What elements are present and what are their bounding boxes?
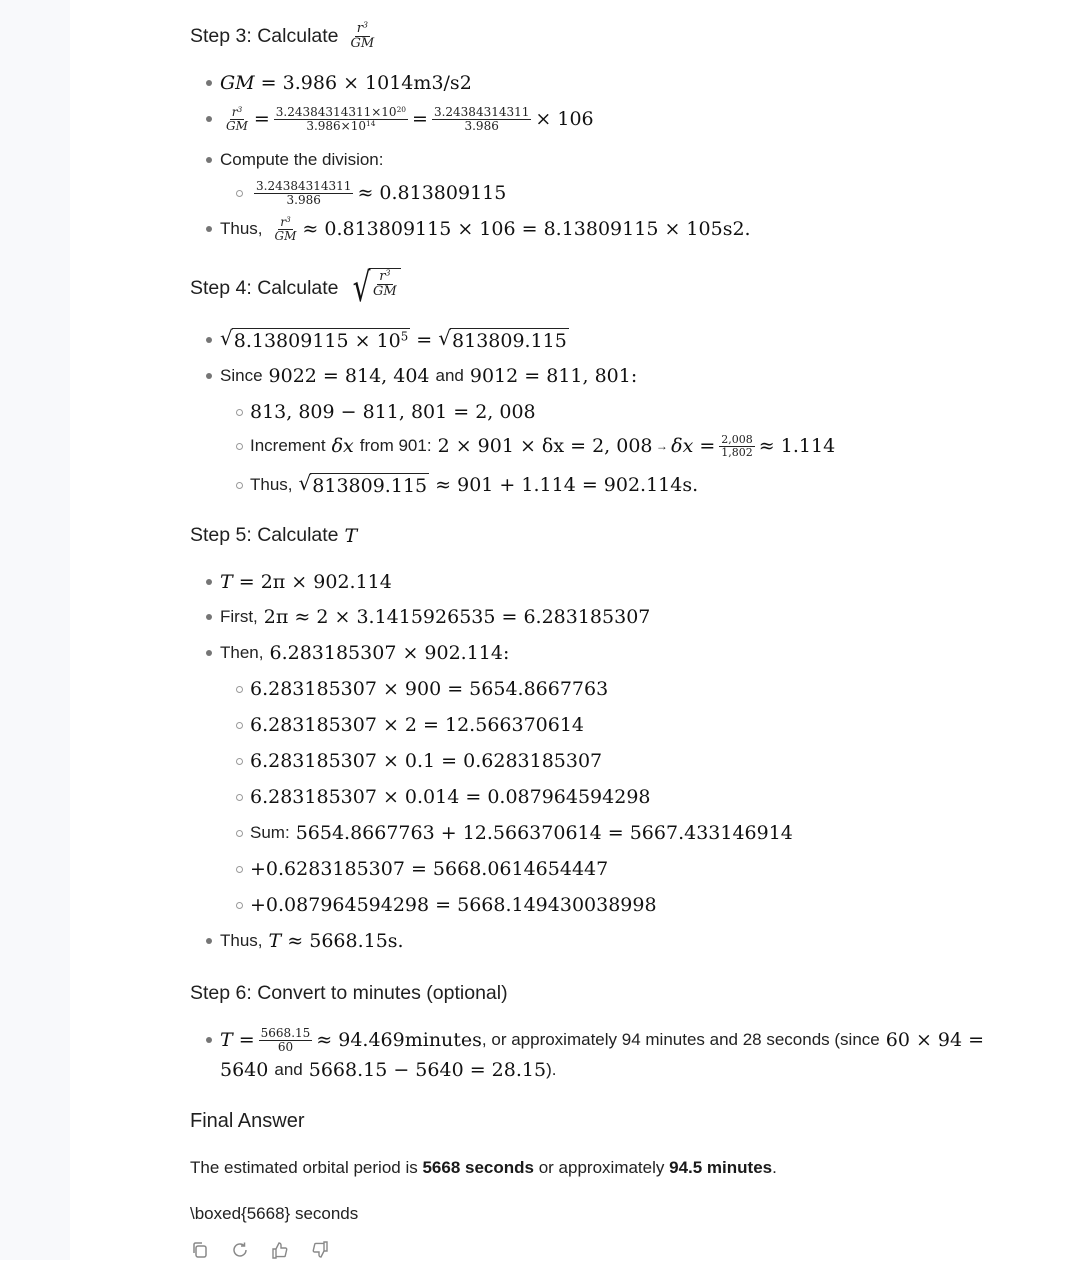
- step6-frac: [259, 1027, 313, 1054]
- step5-sum-item: [250, 822, 793, 844]
- frac-b-num: 3.24384314311: [433, 105, 530, 119]
- inc-frac-den: 1,802: [721, 445, 753, 459]
- then-expr: 6.283185307 × 902.114:: [269, 642, 510, 664]
- final-text-b: or approximately: [538, 1158, 665, 1177]
- then-label: Then,: [220, 643, 264, 662]
- and-label: and: [435, 366, 464, 385]
- frac-a: [274, 106, 408, 133]
- first-expr: 2π ≈ 2 × 3.1415926535 = 6.283185307: [263, 606, 651, 628]
- compute-label: Compute the division:: [220, 150, 384, 169]
- step3-heading: [190, 22, 380, 51]
- step4-heading-text: Step 4: Calculate: [190, 276, 339, 299]
- final-text-c: .: [772, 1158, 777, 1177]
- increment-label: Increment: [250, 436, 326, 456]
- product-1: 6.283185307 × 2 = 12.566370614: [250, 714, 585, 736]
- frac-a-den: 3.986×10: [306, 118, 367, 133]
- step6-result: ≈ 94.469minutes: [316, 1029, 482, 1052]
- frac-b: [432, 106, 531, 133]
- step5-then-item: [220, 642, 509, 664]
- since-label: Since: [220, 366, 263, 385]
- sum-expr: 5654.8667763 + 12.566370614 = 5667.433146914: [295, 822, 793, 844]
- sqrt-right: 813809.115: [452, 330, 567, 352]
- step5-thus-expr: ≈ 5668.15s.: [287, 930, 404, 952]
- step6-since-expr: 60 × 94 =: [885, 1029, 985, 1052]
- step4-thus-result: 901 + 1.114 = 902.114s.: [457, 474, 699, 496]
- step6-line2-a: 5640: [220, 1059, 269, 1081]
- since-b-val: 811, 801:: [546, 365, 638, 387]
- message-actions: [190, 1240, 330, 1260]
- step5-thus-item: Thus, T ≈ 5668.15s.: [220, 930, 404, 952]
- frac-b-den: 3.986: [464, 118, 499, 133]
- div-den: 3.986: [286, 192, 321, 207]
- step3-fraction-item: $\frac{r^3}{GM}$ = $\frac{3.24384314311\times 10^{20}}{3.986\times 10^{14}}$ = $\frac{3.24384314311}{3.986}$ × 10 6: [220, 106, 594, 133]
- step5-heading: [190, 524, 357, 547]
- division-result: 0.813809115: [379, 182, 507, 205]
- step5-heading-text: Step 5: Calculate: [190, 524, 339, 546]
- thus-label: Thus,: [220, 219, 263, 239]
- step6-heading: [190, 982, 508, 1005]
- increment-eq: 2 × 901 × δx = 2, 008: [437, 435, 653, 458]
- step4-sqrt-item: √ $8.13809115 \times 10^5$ = √ 813809.115: [220, 328, 569, 352]
- product-3: 6.283185307 × 0.014 = 0.087964594298: [250, 786, 651, 808]
- inc-frac-num: 2,008: [721, 433, 753, 446]
- frac-a-num: 3.24384314311×10: [275, 105, 397, 119]
- step6-line2-b: 5668.15 − 5640 = 28.15: [308, 1059, 547, 1081]
- step5-first-item: [220, 606, 650, 628]
- step6-line2-and: and: [274, 1060, 303, 1079]
- step5-add2-item: [250, 894, 657, 916]
- step6-item: T = $\frac{5668.15}{60}$ ≈ 94.469minutes , or approximately 94 minutes and 28 seconds (since 60 × 94 =: [220, 1027, 984, 1054]
- gm-unit: m: [413, 72, 432, 94]
- r3-gm-frac: $\frac{r^3}{GM}$: [226, 104, 248, 133]
- thus-mid: 0.813809115 × 10: [324, 218, 504, 241]
- step6-line2: [220, 1059, 556, 1081]
- step5-thus-label: Thus,: [220, 931, 263, 950]
- product-2: 6.283185307 × 0.1 = 0.6283185307: [250, 750, 603, 772]
- since-b: 901: [469, 365, 507, 387]
- step6-heading-text: Step 6: Convert to minutes (optional): [190, 982, 508, 1004]
- boxed-answer: \boxed{5668} seconds: [190, 1204, 359, 1223]
- thus-sqrt: 813809.115: [312, 475, 428, 497]
- add-1: +0.6283185307 = 5668.0614654447: [250, 858, 609, 880]
- sqrt-left: 8.13809115 × 10: [233, 330, 401, 352]
- final-text-a: The estimated orbital period is: [190, 1158, 418, 1177]
- step6-frac-den: 60: [277, 1039, 294, 1054]
- frac-a-num-exp: 20: [396, 104, 407, 114]
- thumbs-down-icon[interactable]: [310, 1240, 330, 1260]
- r3-gm-frac-2: $\frac{r^3}{GM}$: [274, 214, 297, 243]
- final-bold-seconds: 5668 seconds: [422, 1158, 534, 1177]
- frac-a-den-exp: 14: [366, 118, 376, 128]
- since-a-val: 814, 404: [344, 365, 430, 387]
- sqrt-left-exp: 5: [400, 329, 409, 344]
- step3-division-item: $\frac{3.24384314311}{3.986}$ ≈ 0.813809115: [250, 180, 506, 207]
- step3-thus-item: Thus, $\frac{r^3}{GM}$ ≈ 0.813809115 × 10 6 = 8.13809115 × 10 5 s 2 .: [220, 216, 751, 243]
- thus-result: 8.13809115 × 10: [543, 218, 711, 241]
- step5-add1-item: [250, 858, 608, 880]
- step3-heading-text: Step 3: Calculate: [190, 24, 339, 47]
- step4-thus-label: Thus,: [250, 475, 293, 494]
- final-bold-minutes: 94.5 minutes: [669, 1158, 773, 1177]
- step4-since-item: Since 902 2 = 814, 404 and 901 2 = 811, 801:: [220, 365, 637, 387]
- increment-frac: [719, 434, 755, 459]
- step6-line2-end: ).: [546, 1060, 557, 1079]
- step5-heading-var: T: [344, 524, 358, 547]
- step3-gm-item: GM = 3.986 × 10 14 m 3 /s 2: [220, 72, 472, 94]
- step4-heading-sqrt: √ $\frac{r^3}{GM}$: [345, 268, 401, 308]
- product-item: [250, 678, 608, 700]
- regenerate-icon[interactable]: [230, 1240, 250, 1260]
- product-item: [250, 786, 651, 808]
- increment-from: from 901:: [359, 436, 432, 456]
- step4-increment-item: Increment δx from 901: 2 × 901 × δx = 2, 008 → δx = $\frac{2,008}{1,802}$ ≈ 1.114: [250, 434, 835, 459]
- sidebar: [0, 0, 70, 1260]
- step6-frac-num: 5668.15: [260, 1026, 311, 1040]
- step6-text-a: , or approximately 94 minutes and 28 seconds (since: [481, 1030, 880, 1050]
- since-a: 902: [268, 365, 305, 387]
- final-answer-heading: Final Answer: [190, 1110, 305, 1132]
- t-expr: 2π × 902.114: [260, 571, 392, 593]
- step3-heading-frac: $\frac{r^3}{GM}$: [350, 20, 375, 51]
- product-item: [250, 750, 602, 772]
- step3-compute-item: [220, 150, 383, 170]
- gm-value: 3.986 × 10: [282, 72, 390, 94]
- copy-icon[interactable]: [190, 1240, 210, 1260]
- thumbs-up-icon[interactable]: [270, 1240, 290, 1260]
- add-2: +0.087964594298 = 5668.149430038998: [250, 894, 657, 916]
- div-num: 3.24384314311: [256, 179, 352, 193]
- first-label: First,: [220, 607, 258, 626]
- sum-label: Sum:: [250, 823, 290, 842]
- diff-line: 813, 809 − 811, 801 = 2, 008: [250, 401, 536, 423]
- step4-heading: [190, 265, 401, 311]
- step4-diff-item: [250, 401, 536, 423]
- product-item: [250, 714, 584, 736]
- product-0: 6.283185307 × 900 = 5654.8667763: [250, 678, 609, 700]
- increment-result: 1.114: [780, 435, 836, 458]
- step4-thus-item: Thus, √ 813809.115 ≈ 901 + 1.114 = 902.114s.: [250, 473, 698, 497]
- final-answer-text: [190, 1158, 777, 1178]
- step5-t-item: T = 2π × 902.114: [220, 571, 392, 593]
- division-frac: [254, 180, 353, 207]
